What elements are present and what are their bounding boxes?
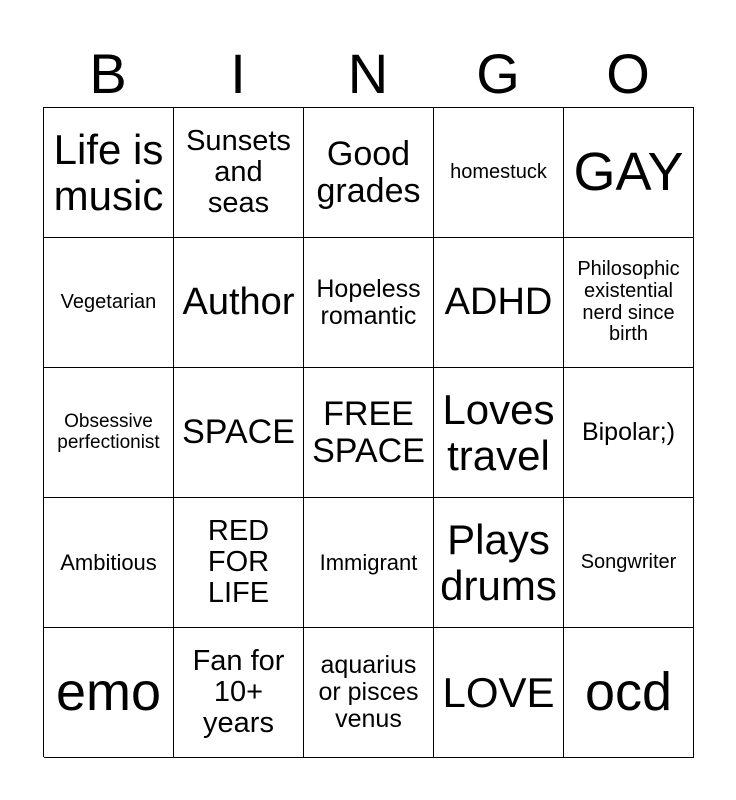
bingo-cell[interactable]: RED FOR LIFE bbox=[174, 498, 304, 628]
bingo-cell[interactable]: Immigrant bbox=[304, 498, 434, 628]
bingo-cell[interactable]: Author bbox=[174, 238, 304, 368]
bingo-cell[interactable]: SPACE bbox=[174, 368, 304, 498]
bingo-cell[interactable]: Fan for 10+ years bbox=[174, 628, 304, 758]
bingo-cell[interactable]: aquarius or pisces venus bbox=[304, 628, 434, 758]
bingo-cell[interactable]: LOVE bbox=[434, 628, 564, 758]
bingo-cell[interactable]: Philosophic existential nerd since birth bbox=[564, 238, 694, 368]
bingo-cell[interactable]: Sunsets and seas bbox=[174, 108, 304, 238]
bingo-cell[interactable]: Plays drums bbox=[434, 498, 564, 628]
header-letter-b: B bbox=[89, 42, 127, 105]
bingo-cell[interactable]: ocd bbox=[564, 628, 694, 758]
bingo-cell[interactable]: Songwriter bbox=[564, 498, 694, 628]
bingo-cell[interactable]: ADHD bbox=[434, 238, 564, 368]
header-letter-g: G bbox=[476, 42, 520, 105]
bingo-board bbox=[43, 107, 694, 757]
bingo-cell[interactable]: GAY bbox=[564, 108, 694, 238]
bingo-cell[interactable]: Hopeless romantic bbox=[304, 238, 434, 368]
bingo-cell[interactable]: homestuck bbox=[434, 108, 564, 238]
bingo-cell[interactable]: Bipolar;) bbox=[564, 368, 694, 498]
bingo-cell[interactable]: Obsessive perfectionist bbox=[44, 368, 174, 498]
bingo-cell[interactable]: Ambitious bbox=[44, 498, 174, 628]
bingo-cell[interactable]: Loves travel bbox=[434, 368, 564, 498]
bingo-cell[interactable]: emo bbox=[44, 628, 174, 758]
bingo-cell[interactable]: Vegetarian bbox=[44, 238, 174, 368]
header-letter-i: I bbox=[230, 42, 246, 105]
header-letter-n: N bbox=[347, 42, 389, 105]
header-letter-o: O bbox=[606, 42, 650, 105]
bingo-header bbox=[43, 40, 693, 108]
free-space-cell[interactable]: FREE SPACE bbox=[304, 368, 434, 498]
bingo-cell[interactable]: Good grades bbox=[304, 108, 434, 238]
bingo-cell[interactable]: Life is music bbox=[44, 108, 174, 238]
